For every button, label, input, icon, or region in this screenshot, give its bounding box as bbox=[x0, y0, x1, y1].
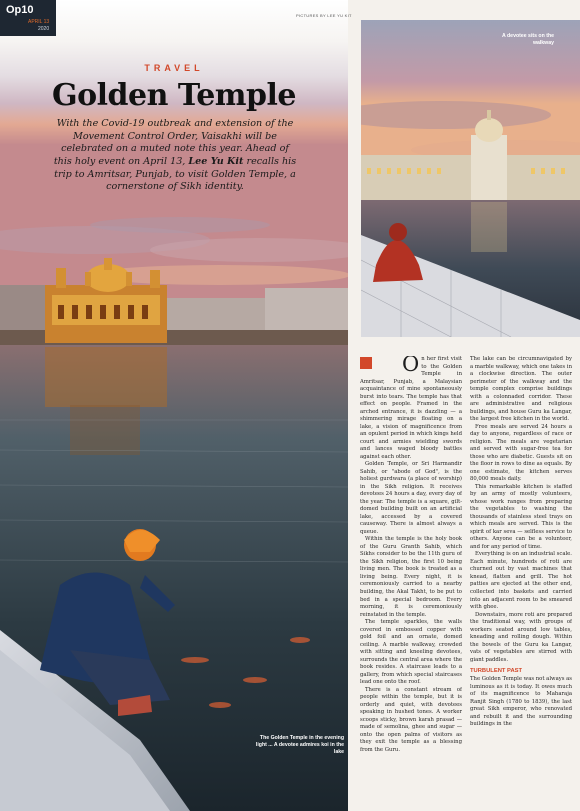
paragraph: Downstairs, more roti are prepared the traditional way, with groups of workers seated around low tables, kneading and rolling dough. Within the bowels of the Guru ka Langar, vats of vegetables are stirred with giant paddles. bbox=[470, 611, 572, 663]
paragraph: Free meals are served 24 hours a day to anyone, regardless of race or religion. The meals are vegetarian and served with sugar-free tea for those who are diabetic. Guests sit on the floor in rows to dine as equals. By one estimate, the kitchen serves 80,000 meals daily. bbox=[470, 423, 572, 483]
issue-date: APRIL 13 bbox=[28, 19, 50, 25]
subheading: TURBULENT PAST bbox=[470, 668, 523, 675]
photo-credit: PICTURES BY LEE YU KIT bbox=[296, 13, 352, 18]
paragraph: The Golden Temple was not always as luminous as it is today. It owes much of its magnificence to Maharaja Ranjit Singh (1780 to 1839), the last great Sikh emperor, who renovated and rebuilt it and the surrounding buildings in the bbox=[470, 676, 572, 728]
paragraph: This remarkable kitchen is staffed by an army of mostly volunteers, whose work ranges from preparing the vegetables to washing the thousands of stainless steel trays on which meals are served. This is the spirit of kar seva — selfless service to others. Anyone can be a volunteer, and for any period of time. bbox=[470, 483, 572, 550]
paragraph: n her first visit to the Golden Temple in Amritsar, Punjab, a Malaysian acquaintance of mine spontaneously burst into tears. The temple has that effect on people. Framed in the arched entrance, it is dazzling — a shimmering mirage floating on a lake, a vision of magnificence from an opulent period in which kings held court and armies wielding swords and lances waged bloody battles against each other. bbox=[360, 356, 462, 460]
body-column-1 bbox=[360, 356, 462, 811]
headline: Golden Temple bbox=[51, 78, 297, 113]
kicker: TRAVEL bbox=[144, 63, 204, 73]
drop-cap: O bbox=[402, 356, 420, 376]
standfirst-text: With the Covid-19 outbreak and extension of the Movement Control Order, Vaisakhi will be celebrated on a muted note this year. Ahead of this holy event on April 13, bbox=[53, 118, 294, 167]
section-badge bbox=[0, 0, 56, 36]
standfirst-text-end: recalls his trip to Amritsar, Punjab, to visit Golden Temple, a cornerstone of Sikh identity. bbox=[54, 155, 297, 193]
paragraph: Golden Temple, or Sri Harmandir Sahib, or "abode of God", is the holiest gurdwara (a place of worship) in the Sikh religion. It receives devotees 24 hours a day, every day of the year. The temple is a square, gilt-domed building built on an artificial lake, accessed by a covered causeway. There is almost always a queue. bbox=[360, 461, 462, 535]
body-column-2 bbox=[470, 356, 572, 811]
paragraph: The temple sparkles, the walls covered in embossed copper with gold foil and an ornate, domed ceiling. A marble walkway, crowded with sitting and kneeling devotees, surrounds the central area where the book resides. A staircase leads to a gallery, from which special staircases lead one onto the roof. bbox=[360, 619, 462, 686]
standfirst bbox=[52, 118, 298, 194]
side-photo-caption: A devotee sits on the walkway bbox=[502, 33, 554, 47]
main-photo-caption: The Golden Temple in the evening light ... A devotee admires koi in the lake bbox=[255, 735, 344, 756]
paragraph: The lake can be circumnavigated by a marble walkway, which one takes in a clockwise direction. The outer perimeter of the walkway and the temple complex comprise buildings with a colonnaded corridor. These are administrative and religious buildings, and house Guru ka Langar, the largest free kitchen in the world. bbox=[470, 356, 572, 423]
section-name: Op10 bbox=[6, 4, 34, 16]
accent-square bbox=[360, 357, 372, 369]
paragraph: There is a constant stream of people within the temple, but it is orderly and quiet, with devotees speaking in hushed tones. A worker scoops sticky, brown karah prasad — made of semolina, ghee and sugar — onto the open palms of visitors as they exit the temple as a blessing from the Guru. bbox=[360, 686, 462, 753]
issue-year: 2020 bbox=[38, 26, 50, 32]
paragraph: Everything is on an industrial scale. Each minute, hundreds of roti are churned out by vast machines that knead, flatten and grill. The hot patties are ejected at the other end, collected into baskets and carried into an adjacent room to be smeared with ghee. bbox=[470, 551, 572, 611]
paragraph: Within the temple is the holy book of the Guru Granth Sahib, which Sikhs consider to be the 11th guru of the Sikh religion, the first 10 being living men. The book is treated as a living being. Every night, it is ceremoniously carried to a nearby building, the Akal Takht, to be put to bed in a special bedroom. Every morning, it is ceremoniously reinstated in the temple. bbox=[360, 536, 462, 618]
devotee-walkway-photo bbox=[361, 20, 580, 337]
standfirst-author: Lee Yu Kit bbox=[188, 155, 244, 167]
